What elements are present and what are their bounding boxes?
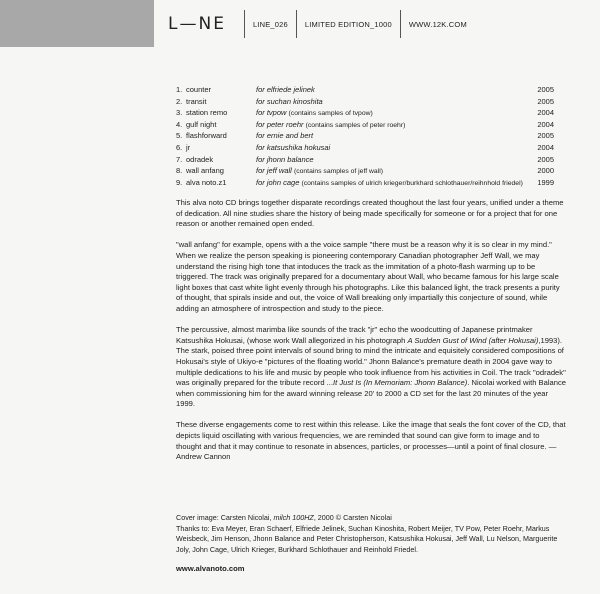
track-dedication [256, 85, 530, 97]
track-title: transit [186, 96, 207, 106]
header-divider [296, 10, 297, 38]
edition-text: LIMITED EDITION_1000 [304, 19, 392, 29]
track-row [176, 97, 554, 109]
dedication-note: (contains samples of peter roehr) [305, 121, 406, 129]
track-dedication [256, 131, 530, 143]
credits [176, 513, 566, 555]
track-dedication [256, 143, 530, 155]
track-row [176, 178, 554, 190]
track-title: flashforward [186, 131, 227, 141]
dedication-text: for ernie and bert [256, 131, 314, 141]
paragraph-jr-odradek [176, 325, 566, 410]
track-row [176, 85, 554, 97]
track-year: 2004 [537, 142, 554, 152]
dedication-text: for john cage [256, 177, 300, 187]
header-bar [168, 10, 467, 38]
dedication-note: (contains samples of ulrich krieger/burkhard schlothauer/reihnhold friedel) [301, 179, 523, 187]
track-dedication [256, 166, 530, 178]
track-number: 8. [176, 166, 183, 176]
track-title: station remo [186, 108, 228, 118]
track-dedication [256, 178, 530, 190]
cover-title: milch 100HZ [273, 513, 314, 522]
track-year: 2005 [537, 154, 554, 164]
paragraph-closing: These diverse engagements come to rest within this release. Like the image that seals the font cover of the CD, that depicts liquid oscillating with various frequencies, we are reminded that sound can give form to image and to thought and that it may continue to resonate in absences, particles, or processes—until a point of final closure. — Andrew Cannon [176, 420, 566, 462]
track-dedication [256, 97, 530, 109]
track-dedication [256, 108, 530, 120]
tracklist [176, 85, 554, 189]
track-number: 1. [176, 85, 183, 94]
track-title: counter [186, 85, 212, 94]
dedication-text: for jhonn balance [256, 154, 314, 164]
track-row [176, 108, 554, 120]
track-row [176, 120, 554, 132]
track-year: 2004 [537, 108, 554, 118]
track-row [176, 155, 554, 167]
dedication-text: for katsushika hokusai [256, 142, 331, 152]
paragraph-intro: This alva noto CD brings together disparate recordings created thoughout the last four years, unified under a theme of dedication. All nine studies share the history of being made specifically for someone or for a project that for one reason or another remained open ended. [176, 198, 564, 229]
cover-rest: , 2000 © Carsten Nicolai [313, 513, 392, 522]
track-row [176, 143, 554, 155]
record-title: It Just Is (In Memoriam: Jhonn Balance) [333, 378, 468, 388]
track-year: 1999 [537, 177, 554, 187]
thanks-text: Thanks to: Eva Meyer, Eran Schaerf, Elfriede Jelinek, Suchan Kinoshita, Robert Meijer, TV Pow, Peter Roehr, Markus Weisbeck, Jim Henson, Jhonn Balance and Peter Christopherson, Katsushika Hokusai, Jeff Wall, Lu Nelson, Marguerite Joly, John Cage, Ulrich Krieger, Burkhard Schlothauer and Reinhold Friedel. [176, 523, 558, 554]
dedication-text: for jeff wall [256, 166, 292, 176]
dedication-note: (contains samples of tvpow) [288, 110, 373, 118]
track-number: 3. [176, 108, 183, 118]
cover-credit [176, 513, 566, 524]
track-number: 4. [176, 119, 183, 129]
header-divider [400, 10, 401, 38]
paragraph-text: . Nicolai worked with Balance when commissioning him for the award winning release 20' to 2000 a CD set for the last 20 minutes of the year 1999. [176, 378, 566, 409]
dedication-note: (contains samples of jeff wall) [293, 168, 383, 176]
paragraph-text: ,1993). The stark, poised three point intervals of sound bring to mind the intricate and equisitely considered compositions of Hokusai's style of Ukiyo-e "pictures of the floating world." Jhonn Balance's premature death in 2004 gave way to multiple dedications to his life and music by people who took influence from his activities in Coil. The track "odradek" was originally prepared for the tribute record ... [176, 335, 566, 388]
track-title: gulf night [186, 119, 217, 129]
track-number: 5. [176, 131, 183, 141]
track-year: 2005 [537, 131, 554, 141]
track-dedication [256, 155, 530, 167]
track-dedication [256, 120, 530, 132]
track-title: jr [186, 142, 191, 152]
website-text: WWW.12K.COM [408, 19, 467, 29]
track-number: 6. [176, 142, 183, 152]
track-title: odradek [186, 154, 214, 164]
track-title: alva noto.z1 [186, 177, 227, 187]
catalog-number: LINE_026 [252, 19, 288, 29]
track-year: 2000 [537, 166, 554, 176]
dedication-text: for tvpow [256, 108, 287, 118]
paragraph-wall-anfang: "wall anfang" for example, opens with a the voice sample "there must be a reason why it is so clear in my mind." When we realize the person speaking is pioneering contemporary Canadian photographer Jeff Wall, we may understand the rising high tone that intoduces the track as the immitation of a photo-flash warming up to be triggered. The track was originally prepared for a documentary about Wall, who became famous for his large scale light boxes that cast white light evenly through his photographs. Like this balanced light, the track presents a purity of thought, that spirals inside and out, the voice of Wall breaking only impartially this conjecture of sound, while adding an atmosphere of introspection and study to the piece. [176, 240, 560, 313]
footer-url[interactable]: www.alvanoto.com [176, 564, 245, 573]
dedication-text: for suchan kinoshita [256, 96, 323, 106]
track-row [176, 131, 554, 143]
track-number: 7. [176, 154, 183, 164]
dedication-text: for elfriede jelinek [256, 85, 315, 94]
artwork-title: A Sudden Gust of Wind (after Hokusai) [407, 335, 539, 345]
track-number: 9. [176, 177, 183, 187]
track-number: 2. [176, 96, 183, 106]
track-title: wall anfang [186, 166, 224, 176]
track-year: 2005 [537, 96, 554, 106]
cover-label: Cover image: Carsten Nicolai, [176, 513, 274, 522]
label-logo: L—NE [168, 14, 226, 34]
track-row [176, 166, 554, 178]
header-divider [244, 10, 245, 38]
track-year: 2004 [537, 119, 554, 129]
dedication-text: for peter roehr [256, 119, 304, 129]
track-year: 2005 [537, 85, 554, 94]
liner-notes [176, 198, 566, 473]
gray-corner-block [0, 0, 154, 47]
paragraph-text: The percussive, almost marimba like sounds of the track "jr" echo the woodcutting of Japanese printmaker Katsushika Hokusai, (whose work Wall allegorized in his photograph [176, 325, 533, 345]
